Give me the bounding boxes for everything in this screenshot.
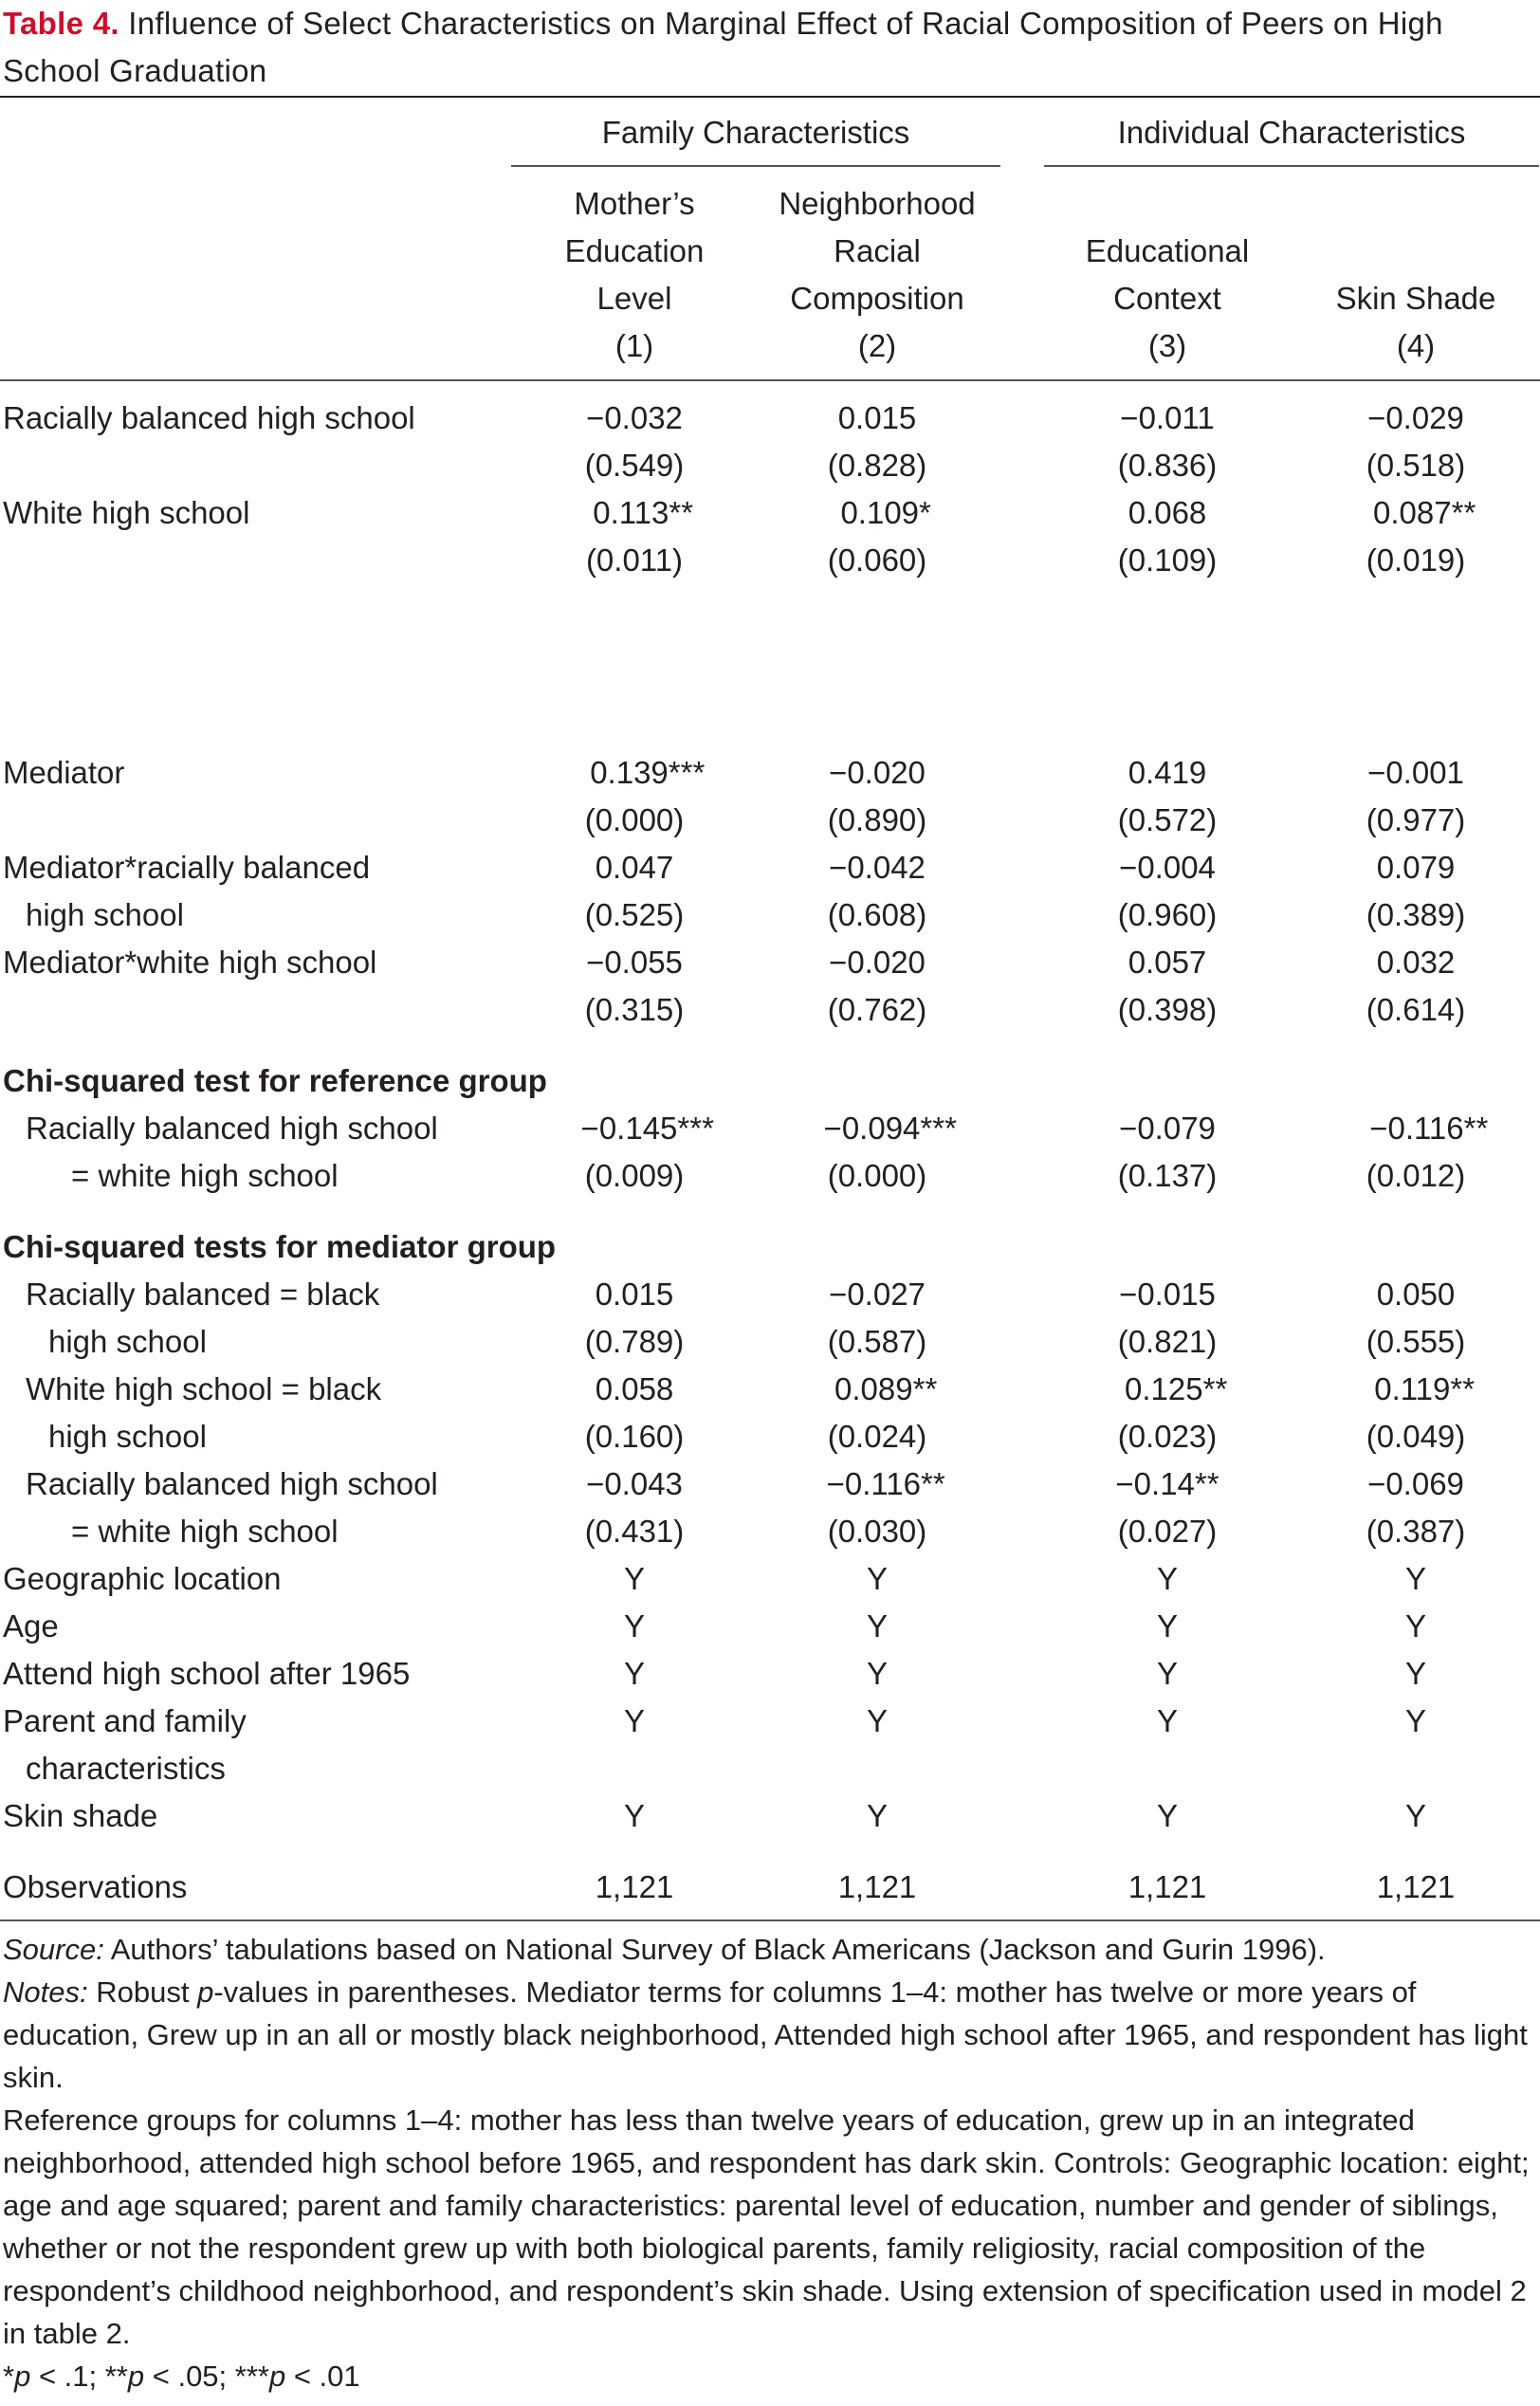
cell-col-4: 0.119** — [1356, 1371, 1476, 1406]
cell-col-1: (0.315) — [584, 992, 685, 1027]
table-row — [0, 1152, 1540, 1200]
cell-col-2: −0.020 — [829, 755, 926, 790]
cell-col-3: (0.960) — [1117, 897, 1218, 932]
table-row — [0, 1864, 1540, 1911]
table-row — [0, 1792, 1540, 1840]
group-rule-family — [511, 165, 1000, 167]
cell-col-1: (0.549) — [584, 448, 685, 483]
row-label: Racially balanced = black — [26, 1276, 380, 1312]
row-label: Skin shade — [3, 1798, 158, 1833]
sig-text: * — [3, 2360, 15, 2393]
row-label: Geographic location — [3, 1561, 282, 1596]
cell-col-2: 0.089** — [816, 1371, 938, 1406]
top-rule — [0, 96, 1540, 98]
cell-col-4: (0.012) — [1366, 1158, 1466, 1193]
cell-col-1: 1,121 — [595, 1869, 674, 1904]
cell-col-4: 0.087** — [1355, 495, 1476, 530]
cell-col-3: 0.057 — [1128, 945, 1207, 980]
cell-col-4: 0.032 — [1376, 945, 1456, 980]
notes-label: Notes: — [3, 1975, 88, 2009]
cell-col-4: (0.049) — [1366, 1419, 1466, 1454]
sig-text: < .05; *** — [144, 2360, 269, 2393]
row-label: Mediator*racially balanced — [3, 850, 371, 885]
cell-col-2: 0.109* — [823, 495, 931, 530]
table-row — [0, 1223, 1540, 1271]
column-header-4 — [1292, 275, 1539, 370]
cell-col-1: (0.011) — [585, 542, 684, 578]
cell-col-3: 0.419 — [1128, 755, 1207, 790]
table-row — [0, 1413, 1540, 1460]
table-row — [0, 1057, 1540, 1105]
cell-col-4: −0.116** — [1343, 1111, 1489, 1146]
cell-col-3: Y — [1156, 1561, 1178, 1596]
source-note — [3, 1928, 1535, 1971]
table-row — [0, 1650, 1540, 1698]
column-header-line: (4) — [1396, 328, 1436, 363]
row-label: White high school = black — [26, 1371, 382, 1406]
cell-col-4: (0.518) — [1366, 448, 1466, 483]
notes-text: -values in parentheses. Mediator terms for columns 1–4: mother has twelve or more years of education, Grew up in an all or mostly black neighborhood, Attended high school after 1965, and respondent has light skin. — [3, 1975, 1528, 2094]
column-header-line: (3) — [1147, 328, 1187, 363]
section-heading: Chi-squared tests for mediator group — [3, 1229, 557, 1264]
table-row — [0, 1105, 1540, 1152]
cell-col-2: 1,121 — [837, 1869, 917, 1904]
cell-col-2: (0.762) — [827, 992, 927, 1027]
column-header-line: Educational — [1085, 233, 1250, 268]
row-label: characteristics — [26, 1751, 226, 1786]
column-header-2 — [754, 180, 1000, 370]
cell-col-3: −0.004 — [1119, 850, 1216, 885]
cell-col-2: (0.587) — [827, 1324, 927, 1359]
table-row — [0, 1555, 1540, 1603]
cell-col-4: Y — [1404, 1703, 1426, 1738]
table-row — [0, 1745, 1540, 1792]
cell-col-1: Y — [623, 1798, 645, 1833]
table-notes — [3, 1928, 1535, 2397]
notes-text: Robust — [87, 1975, 198, 2009]
column-header-line: Neighborhood — [779, 186, 976, 221]
cell-col-1: (0.431) — [584, 1514, 685, 1549]
row-label: Racially balanced high school — [3, 400, 415, 435]
cell-col-1: 0.015 — [595, 1276, 674, 1312]
cell-col-4: (0.555) — [1366, 1324, 1466, 1359]
sig-p: p — [268, 2360, 286, 2393]
source-text: Authors’ tabulations based on National Survey of Black Americans (Jackson and Gurin 1996). — [103, 1933, 1326, 1966]
notes-p: p — [197, 1975, 214, 2009]
reference-note: Reference groups for columns 1–4: mother has less than twelve years of education, grew up in an integrated neighborhood, attended high school before 1965, and respondent has dark skin. Controls: Geographic location: eight; age and age squared; parent and family characteristics: parental level of education, number and gender of siblings, whether or not the respondent grew up with both biological parents, family religiosity, racial composition of the respondent’s childhood neighborhood, and respondent’s skin shade. Using extension of specification used in model 2 in table 2. — [3, 2103, 1530, 2350]
cell-col-2: (0.030) — [827, 1514, 927, 1549]
cell-col-2: −0.094*** — [798, 1111, 957, 1146]
row-label: Racially balanced high school — [26, 1111, 438, 1146]
cell-col-4: −0.069 — [1367, 1466, 1464, 1501]
cell-col-4: (0.387) — [1366, 1514, 1466, 1549]
significance-note — [3, 2355, 1535, 2397]
cell-col-1: Y — [623, 1608, 645, 1644]
group-rule-individual — [1044, 165, 1539, 167]
notes-note — [3, 1971, 1535, 2099]
row-label: Parent and family — [3, 1703, 247, 1738]
table-row — [0, 442, 1540, 489]
table-row — [0, 1603, 1540, 1650]
table-row — [0, 797, 1540, 844]
cell-col-4: −0.001 — [1367, 755, 1464, 790]
cell-col-4: −0.029 — [1367, 400, 1464, 435]
column-header-line: Context — [1113, 281, 1221, 316]
cell-col-3: (0.398) — [1117, 992, 1218, 1027]
cell-col-2: (0.000) — [827, 1158, 927, 1193]
column-header-line: (2) — [857, 328, 897, 363]
table-caption: Influence of Select Characteristics on Marginal Effect of Racial Composition of Peers on High School Graduation — [3, 6, 1443, 88]
cell-col-3: −0.015 — [1119, 1276, 1216, 1312]
cell-col-4: Y — [1404, 1656, 1426, 1691]
cell-col-3: Y — [1156, 1608, 1178, 1644]
source-label: Source: — [3, 1933, 104, 1966]
column-header-line: (1) — [614, 328, 654, 363]
cell-col-3: (0.027) — [1117, 1514, 1218, 1549]
cell-col-1: −0.055 — [586, 945, 683, 980]
cell-col-4: Y — [1404, 1608, 1426, 1644]
cell-col-2: (0.890) — [827, 802, 927, 837]
cell-col-3: −0.011 — [1120, 400, 1215, 435]
column-header-3 — [1044, 228, 1291, 370]
table-row — [0, 537, 1540, 584]
table-title — [3, 0, 1530, 95]
cell-col-2: Y — [866, 1703, 888, 1738]
cell-col-3: 0.068 — [1128, 495, 1207, 530]
cell-col-3: Y — [1156, 1703, 1178, 1738]
cell-col-2: (0.608) — [827, 897, 927, 932]
cell-col-2: (0.024) — [827, 1419, 927, 1454]
cell-col-2: (0.060) — [827, 542, 927, 578]
cell-col-3: (0.836) — [1117, 448, 1218, 483]
cell-col-4: (0.389) — [1366, 897, 1466, 932]
table-row — [0, 395, 1540, 442]
column-header-line: Skin Shade — [1335, 281, 1496, 316]
cell-col-3: Y — [1156, 1656, 1178, 1691]
cell-col-1: (0.160) — [584, 1419, 685, 1454]
cell-col-3: (0.572) — [1117, 802, 1218, 837]
cell-col-3: (0.821) — [1117, 1324, 1218, 1359]
cell-col-4: Y — [1404, 1561, 1426, 1596]
row-label: Attend high school after 1965 — [3, 1656, 411, 1691]
cell-col-1: (0.789) — [584, 1324, 685, 1359]
cell-col-1: (0.000) — [584, 802, 685, 837]
column-header-line: Composition — [790, 281, 964, 316]
table-row — [0, 891, 1540, 939]
row-label: = white high school — [71, 1158, 339, 1193]
cell-col-4: 0.079 — [1376, 850, 1456, 885]
table-row — [0, 1366, 1540, 1413]
table-number: Table 4. — [3, 6, 119, 41]
cell-col-3: 0.125** — [1107, 1371, 1228, 1406]
table-row — [0, 844, 1540, 891]
table-row — [0, 1698, 1540, 1745]
column-header-line: Racial — [834, 233, 921, 268]
header-rule — [0, 379, 1540, 381]
table-row — [0, 1460, 1540, 1508]
row-label: Mediator*white high school — [3, 945, 377, 980]
sig-p: p — [127, 2360, 145, 2393]
column-header-line: Level — [596, 281, 672, 316]
cell-col-2: −0.042 — [829, 850, 926, 885]
cell-col-3: −0.14** — [1115, 1466, 1219, 1501]
table-row — [0, 489, 1540, 537]
column-header-1 — [511, 180, 758, 370]
cell-col-1: −0.043 — [586, 1466, 683, 1501]
row-label: Racially balanced high school — [26, 1466, 438, 1501]
cell-col-1: 0.139*** — [563, 755, 706, 790]
cell-col-4: (0.977) — [1366, 802, 1466, 837]
cell-col-4: 1,121 — [1376, 1869, 1456, 1904]
cell-col-2: Y — [866, 1561, 888, 1596]
cell-col-3: (0.023) — [1117, 1419, 1218, 1454]
cell-col-1: −0.145*** — [555, 1111, 714, 1146]
row-label: Mediator — [3, 755, 125, 790]
cell-col-3: −0.079 — [1119, 1111, 1216, 1146]
cell-col-3: 1,121 — [1128, 1869, 1207, 1904]
column-header-line: Education — [564, 233, 705, 268]
sig-p: p — [14, 2360, 31, 2393]
table-row — [0, 939, 1540, 986]
cell-col-1: Y — [623, 1561, 645, 1596]
row-label: high school — [48, 1419, 207, 1454]
cell-col-4: Y — [1404, 1798, 1426, 1833]
table-row — [0, 1508, 1540, 1555]
cell-col-2: Y — [866, 1608, 888, 1644]
cell-col-2: (0.828) — [827, 448, 927, 483]
cell-col-2: −0.027 — [829, 1276, 926, 1312]
row-label: high school — [48, 1324, 207, 1359]
cell-col-2: Y — [866, 1798, 888, 1833]
row-label: White high school — [3, 495, 250, 530]
cell-col-1: 0.047 — [595, 850, 674, 885]
sig-text: < .1; ** — [30, 2360, 128, 2393]
row-label: = white high school — [71, 1514, 339, 1549]
cell-col-1: (0.525) — [584, 897, 685, 932]
cell-col-2: −0.116** — [809, 1466, 945, 1501]
cell-col-1: (0.009) — [584, 1158, 685, 1193]
table-row — [0, 749, 1540, 797]
table-row — [0, 1318, 1540, 1366]
cell-col-1: 0.058 — [595, 1371, 674, 1406]
group-header-individual: Individual Characteristics — [1117, 115, 1466, 150]
cell-col-4: (0.019) — [1366, 542, 1466, 578]
cell-col-4: (0.614) — [1366, 992, 1466, 1027]
cell-col-4: 0.050 — [1376, 1276, 1456, 1312]
cell-col-1: 0.113** — [575, 495, 694, 530]
cell-col-2: 0.015 — [837, 400, 917, 435]
group-header-family: Family Characteristics — [601, 115, 910, 150]
cell-col-3: Y — [1156, 1798, 1178, 1833]
section-heading: Chi-squared test for reference group — [3, 1063, 547, 1098]
cell-col-3: (0.109) — [1117, 542, 1218, 578]
table-row — [0, 986, 1540, 1034]
cell-col-2: Y — [866, 1656, 888, 1691]
cell-col-1: −0.032 — [586, 400, 683, 435]
row-label: Observations — [3, 1869, 188, 1904]
row-label: high school — [26, 897, 184, 932]
cell-col-1: Y — [623, 1656, 645, 1691]
cell-col-3: (0.137) — [1117, 1158, 1218, 1193]
bottom-rule — [0, 1919, 1540, 1921]
cell-col-2: −0.020 — [829, 945, 926, 980]
table-row — [0, 1271, 1540, 1318]
column-header-line: Mother’s — [574, 186, 695, 221]
sig-text: < .01 — [285, 2360, 360, 2393]
row-label: Age — [3, 1608, 59, 1644]
cell-col-1: Y — [623, 1703, 645, 1738]
